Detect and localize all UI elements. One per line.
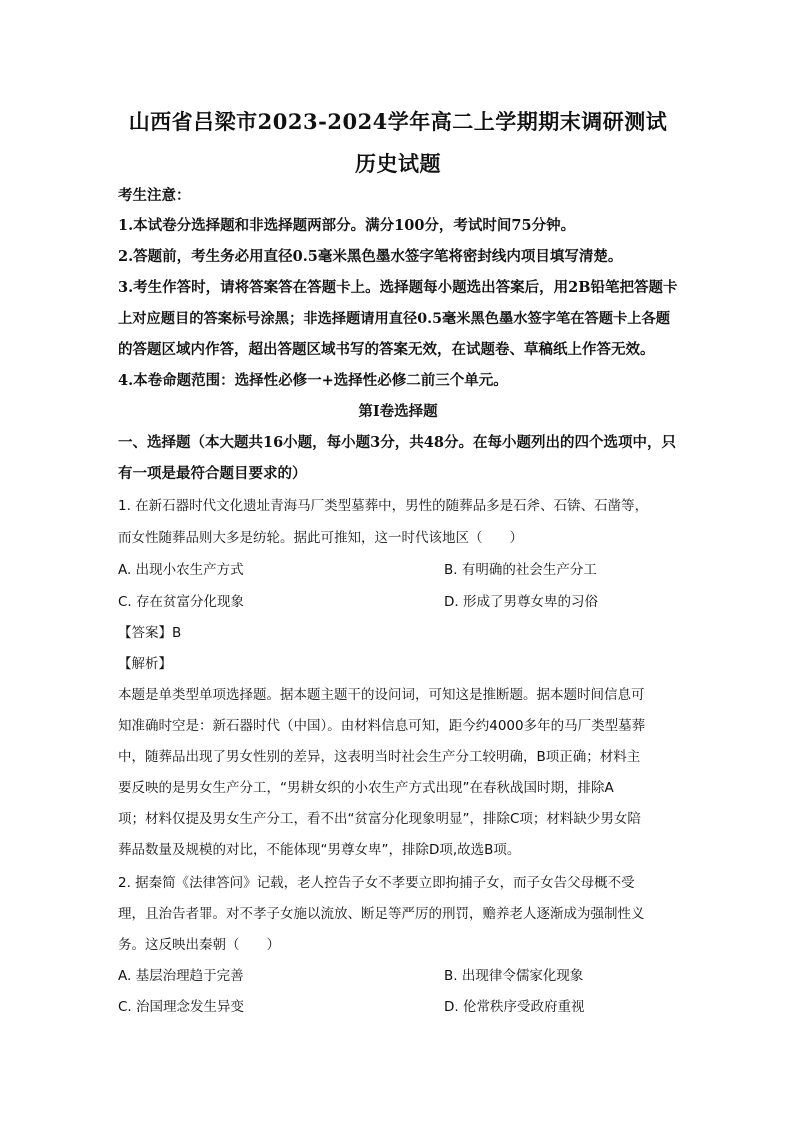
notice-item-2: 2.答题前，考生务必用直径0.5毫米黑色墨水签字笔将密封线内项目填写清楚。 <box>118 248 623 265</box>
question-2-stem-line-3: 务。这反映出秦朝（ ） <box>118 937 280 953</box>
question-2-option-d: D. 伦常秩序受政府重视 <box>444 999 585 1015</box>
notice-item-1: 1.本试卷分选择题和非选择题两部分。满分100分，考试时间75分钟。 <box>118 217 576 234</box>
question-2-option-c: C. 治国理念发生异变 <box>118 999 245 1015</box>
question-1-analysis-line-6: 葬品数量及规模的对比，不能体现“男尊女卑”，排除D项,故选B项。 <box>118 842 521 858</box>
exam-title: 山西省吕梁市2023-2024学年高二上学期期末调研测试 <box>128 109 668 134</box>
question-1-option-d: D. 形成了男尊女卑的习俗 <box>444 594 598 610</box>
question-1-analysis-line-4: 要反映的是男女生产分工，“男耕女织的小农生产方式出现”在春秋战国时期，排除A <box>118 780 614 796</box>
question-1-option-c: C. 存在贫富分化现象 <box>118 594 245 610</box>
volume-title: 第Ⅰ卷选择题 <box>358 403 438 420</box>
question-2-stem-line-1: 2. 据秦简《法律答问》记载，老人控告子女不孝要立即拘捕子女，而子女告父母概不受 <box>118 875 635 891</box>
notice-item-3-cont-1: 上对应题目的答案标号涂黑；非选择题请用直径0.5毫米黑色墨水签字笔在答题卡上各题 <box>118 311 671 327</box>
notice-item-4: 4.本卷命题范围：选择性必修一+选择性必修二前三个单元。 <box>118 372 508 389</box>
section-heading-line-2: 有一项是最符合题目要求的） <box>118 465 307 482</box>
exam-subtitle: 历史试题 <box>355 151 441 176</box>
question-2-option-a: A. 基层治理趋于完善 <box>118 968 244 984</box>
question-1-analysis-line-1: 本题是单类型单项选择题。据本题主题干的设问词，可知这是推断题。据本题时间信息可 <box>118 687 645 703</box>
question-1-analysis-line-2: 知准确时空是：新石器时代（中国）。由材料信息可知，距今约4000多年的马厂类型墓葬 <box>118 718 646 734</box>
question-1-analysis-line-3: 中，随葬品出现了男女性别的差异，这表明当时社会生产分工较明确，B项正确；材料主 <box>118 749 641 765</box>
question-1-option-b: B. 有明确的社会生产分工 <box>444 562 597 578</box>
question-1-analysis-line-5: 项；材料仅提及男女生产分工，看不出“贫富分化现象明显”，排除C项；材料缺少男女陪 <box>118 811 641 827</box>
question-1-option-a: A. 出现小农生产方式 <box>118 562 244 578</box>
notice-item-3-cont-2: 的答题区域内作答，超出答题区域书写的答案无效，在试题卷、草稿纸上作答无效。 <box>118 341 655 358</box>
question-1-analysis-label: 【解析】 <box>118 656 172 672</box>
section-heading-line-1: 一、选择题（本大题共16小题，每小题3分，共48分。在每小题列出的四个选项中，只 <box>118 434 676 451</box>
question-2-option-b: B. 出现律令儒家化现象 <box>444 968 584 984</box>
notice-heading: 考生注意： <box>118 187 191 204</box>
question-1-stem-line-2: 而女性随葬品则大多是纺轮。据此可推知，这一时代该地区（ ） <box>118 530 523 546</box>
question-2-stem-line-2: 理，且治告者罪。对不孝子女施以流放、断足等严厉的刑罚，赡养老人逐渐成为强制性义 <box>118 906 645 922</box>
question-1-answer: 【答案】B <box>118 625 182 641</box>
question-1-stem-line-1: 1. 在新石器时代文化遗址青海马厂类型墓葬中，男性的随葬品多是石斧、石锛、石凿等， <box>118 498 649 514</box>
notice-item-3: 3.考生作答时，请将答案答在答题卡上。选择题每小题选出答案后，用2B铅笔把答题卡 <box>118 279 678 296</box>
